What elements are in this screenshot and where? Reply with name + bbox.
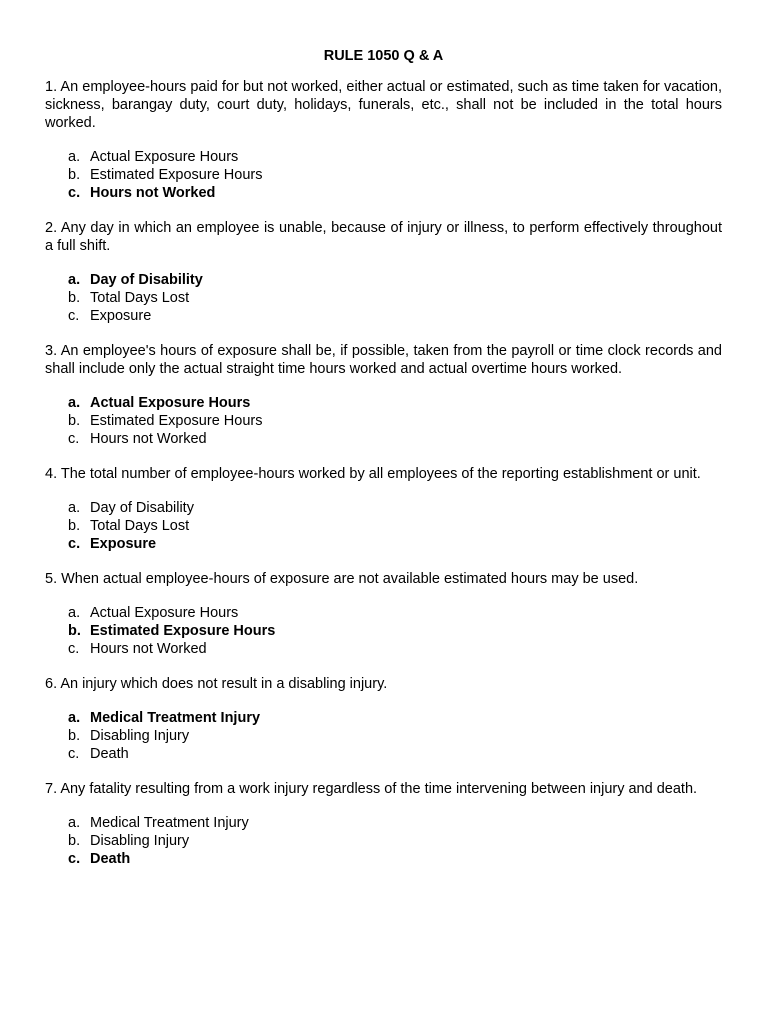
option-label: Day of Disability bbox=[90, 500, 194, 516]
question-text: 3. An employee's hours of exposure shall be, if possible, taken from the payroll or time clock records and shall include only the actual straight time hours worked and actual overtime hours worked. bbox=[45, 343, 722, 377]
option-letter: b. bbox=[68, 833, 81, 849]
option-label: Estimated Exposure Hours bbox=[90, 413, 263, 429]
option-label: Estimated Exposure Hours bbox=[90, 623, 276, 639]
option-c bbox=[68, 307, 722, 325]
option-a bbox=[68, 604, 722, 622]
option-b bbox=[68, 832, 722, 850]
option-label: Day of Disability bbox=[90, 272, 203, 288]
option-b bbox=[68, 412, 722, 430]
option-a bbox=[68, 148, 722, 166]
option-label: Exposure bbox=[90, 536, 157, 552]
option-letter: c. bbox=[68, 185, 81, 201]
options-list bbox=[45, 814, 722, 868]
question-3 bbox=[45, 342, 722, 448]
question-7 bbox=[45, 780, 722, 868]
option-letter: c. bbox=[68, 641, 80, 657]
option-label: Actual Exposure Hours bbox=[90, 395, 251, 411]
option-label: Hours not Worked bbox=[90, 641, 207, 657]
option-label: Total Days Lost bbox=[90, 518, 190, 534]
option-letter: b. bbox=[68, 518, 81, 534]
option-label: Medical Treatment Injury bbox=[90, 710, 261, 726]
option-letter: b. bbox=[68, 290, 81, 306]
question-2 bbox=[45, 219, 722, 325]
option-a bbox=[68, 271, 722, 289]
option-letter: a. bbox=[68, 149, 81, 165]
option-letter: b. bbox=[68, 413, 81, 429]
option-a bbox=[68, 814, 722, 832]
question-text: 5. When actual employee-hours of exposure are not available estimated hours may be used. bbox=[45, 571, 639, 587]
option-b bbox=[68, 517, 722, 535]
question-text: 1. An employee-hours paid for but not worked, either actual or estimated, such as time taken for vacation, sickness, barangay duty, court duty, holidays, funerals, etc., shall not be included in the total hours worked. bbox=[45, 79, 722, 131]
option-letter: a. bbox=[68, 500, 81, 516]
option-b bbox=[68, 622, 722, 640]
option-letter: c. bbox=[68, 308, 80, 324]
option-label: Total Days Lost bbox=[90, 290, 190, 306]
option-c bbox=[68, 850, 722, 868]
option-a bbox=[68, 394, 722, 412]
option-a bbox=[68, 499, 722, 517]
option-c bbox=[68, 535, 722, 553]
question-4 bbox=[45, 465, 722, 553]
option-label: Disabling Injury bbox=[90, 833, 190, 849]
question-text: 4. The total number of employee-hours worked by all employees of the reporting establishment or unit. bbox=[45, 466, 701, 482]
option-a bbox=[68, 709, 722, 727]
question-6 bbox=[45, 675, 722, 763]
question-1 bbox=[45, 78, 722, 202]
option-b bbox=[68, 727, 722, 745]
option-letter: c. bbox=[68, 536, 81, 552]
option-c bbox=[68, 430, 722, 448]
options-list bbox=[45, 394, 722, 448]
option-label: Estimated Exposure Hours bbox=[90, 167, 263, 183]
option-letter: c. bbox=[68, 431, 80, 447]
option-label: Disabling Injury bbox=[90, 728, 190, 744]
options-list bbox=[45, 499, 722, 553]
options-list bbox=[45, 709, 722, 763]
option-label: Hours not Worked bbox=[90, 185, 216, 201]
option-letter: a. bbox=[68, 710, 81, 726]
options-list bbox=[45, 148, 722, 202]
option-letter: a. bbox=[68, 605, 81, 621]
question-text: 2. Any day in which an employee is unable, because of injury or illness, to perform effectively throughout a full shift. bbox=[45, 220, 722, 254]
option-letter: b. bbox=[68, 623, 81, 639]
option-letter: c. bbox=[68, 851, 81, 867]
option-c bbox=[68, 184, 722, 202]
option-c bbox=[68, 640, 722, 658]
option-letter: b. bbox=[68, 728, 81, 744]
option-letter: a. bbox=[68, 395, 81, 411]
option-b bbox=[68, 289, 722, 307]
option-letter: c. bbox=[68, 746, 80, 762]
page-title: RULE 1050 Q & A bbox=[323, 48, 444, 64]
option-letter: a. bbox=[68, 815, 81, 831]
option-label: Actual Exposure Hours bbox=[90, 149, 239, 165]
question-text: 7. Any fatality resulting from a work injury regardless of the time intervening between injury and death. bbox=[45, 781, 698, 797]
option-letter: a. bbox=[68, 272, 81, 288]
option-label: Death bbox=[90, 851, 131, 867]
question-5 bbox=[45, 570, 722, 658]
question-text: 6. An injury which does not result in a disabling injury. bbox=[45, 676, 388, 692]
option-label: Exposure bbox=[90, 308, 152, 324]
option-label: Medical Treatment Injury bbox=[90, 815, 249, 831]
option-c bbox=[68, 745, 722, 763]
option-b bbox=[68, 166, 722, 184]
option-label: Death bbox=[90, 746, 129, 762]
options-list bbox=[45, 604, 722, 658]
option-label: Actual Exposure Hours bbox=[90, 605, 239, 621]
option-letter: b. bbox=[68, 167, 81, 183]
options-list bbox=[45, 271, 722, 325]
option-label: Hours not Worked bbox=[90, 431, 207, 447]
